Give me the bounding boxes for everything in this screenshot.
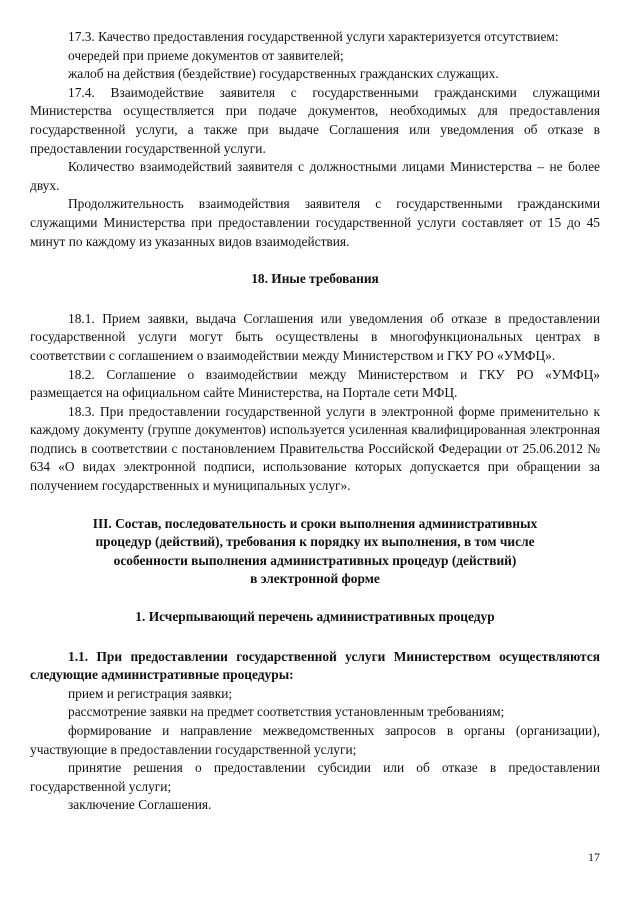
document-page	[30, 28, 600, 815]
list-item: рассмотрение заявки на предмет соответствия установленным требованиям;	[68, 704, 505, 720]
section-title-line: в электронной форме	[250, 571, 380, 587]
spacer	[30, 589, 600, 608]
list-item: прием и регистрация заявки;	[68, 685, 233, 701]
paragraph-18-2: 18.2. Соглашение о взаимодействии между Министерством и ГКУ РО «УМФЦ» размещается на официальном сайте Министерства, на Портале сети МФЦ.	[30, 366, 600, 401]
paragraph-17-3: 17.3. Качество предоставления государственной услуги характеризуется отсутствием:	[68, 29, 559, 44]
paragraph-17-4-duration: Продолжительность взаимодействия заявителя с государственными гражданскими служащими Министерства при предоставлении государственной услуги составляет от 15 до 45 минут по каждому из указанных видов взаимодействия.	[30, 196, 600, 249]
paragraph-17-4: 17.4. Взаимодействие заявителя с государственными гражданскими служащими Министерства осуществляется при подаче документов, необходимых для предоставления государственной услуги, а также при выдаче Соглашения или уведомления об отказе в предоставлении государственной услуги.	[30, 84, 600, 156]
spacer	[30, 251, 600, 270]
section-title-line: процедур (действий), требования к порядку их выполнения, в том числе	[95, 534, 535, 550]
spacer	[30, 627, 600, 648]
spacer	[30, 289, 600, 310]
heading-1: 1. Исчерпывающий перечень административных процедур	[135, 609, 495, 625]
page-number: 17	[588, 850, 600, 864]
paragraph-1-1: 1.1. При предоставлении государственной услуги Министерством осуществляются следующие административные процедуры:	[30, 648, 600, 683]
list-item: формирование и направление межведомственных запросов в органы (организации), участвующие в предоставлении государственной услуги;	[30, 723, 600, 757]
spacer	[30, 496, 600, 515]
paragraph-18-1: 18.1. Прием заявки, выдача Соглашения или уведомления об отказе в предоставлении государственной услуги могут быть осуществлены в многофункциональных центрах в соответствии с соглашением о взаимодействии между Министерством и ГКУ РО «УМФЦ».	[30, 310, 600, 363]
paragraph-18-3: 18.3. При предоставлении государственной услуги в электронной форме применительно к каждому документу (группе документов) используется усиленная квалифицированная электронная подпись в соответствии с постановлением Правительства Российской Федерации от 25.06.2012 № 634 «О видах электронной подписи, использование которых допускается при обращении за получением государственных и муниципальных услуг».	[30, 403, 600, 494]
list-item: заключение Соглашения.	[68, 797, 212, 813]
list-item: принятие решения о предоставлении субсидии или об отказе в предоставлении государственной услуги;	[30, 760, 600, 794]
section-3-title	[30, 515, 600, 589]
section-title-line: особенности выполнения административных процедур (действий)	[113, 552, 517, 568]
section-title-line: III. Состав, последовательность и сроки выполнения административных	[92, 515, 538, 531]
heading-18: 18. Иные требования	[251, 271, 379, 287]
paragraph-17-4-count: Количество взаимодействий заявителя с должностными лицами Министерства – не более двух.	[30, 159, 600, 193]
list-item: очередей при приеме документов от заявителей;	[68, 47, 344, 63]
list-item: жалоб на действия (бездействие) государственных гражданских служащих.	[68, 66, 499, 82]
